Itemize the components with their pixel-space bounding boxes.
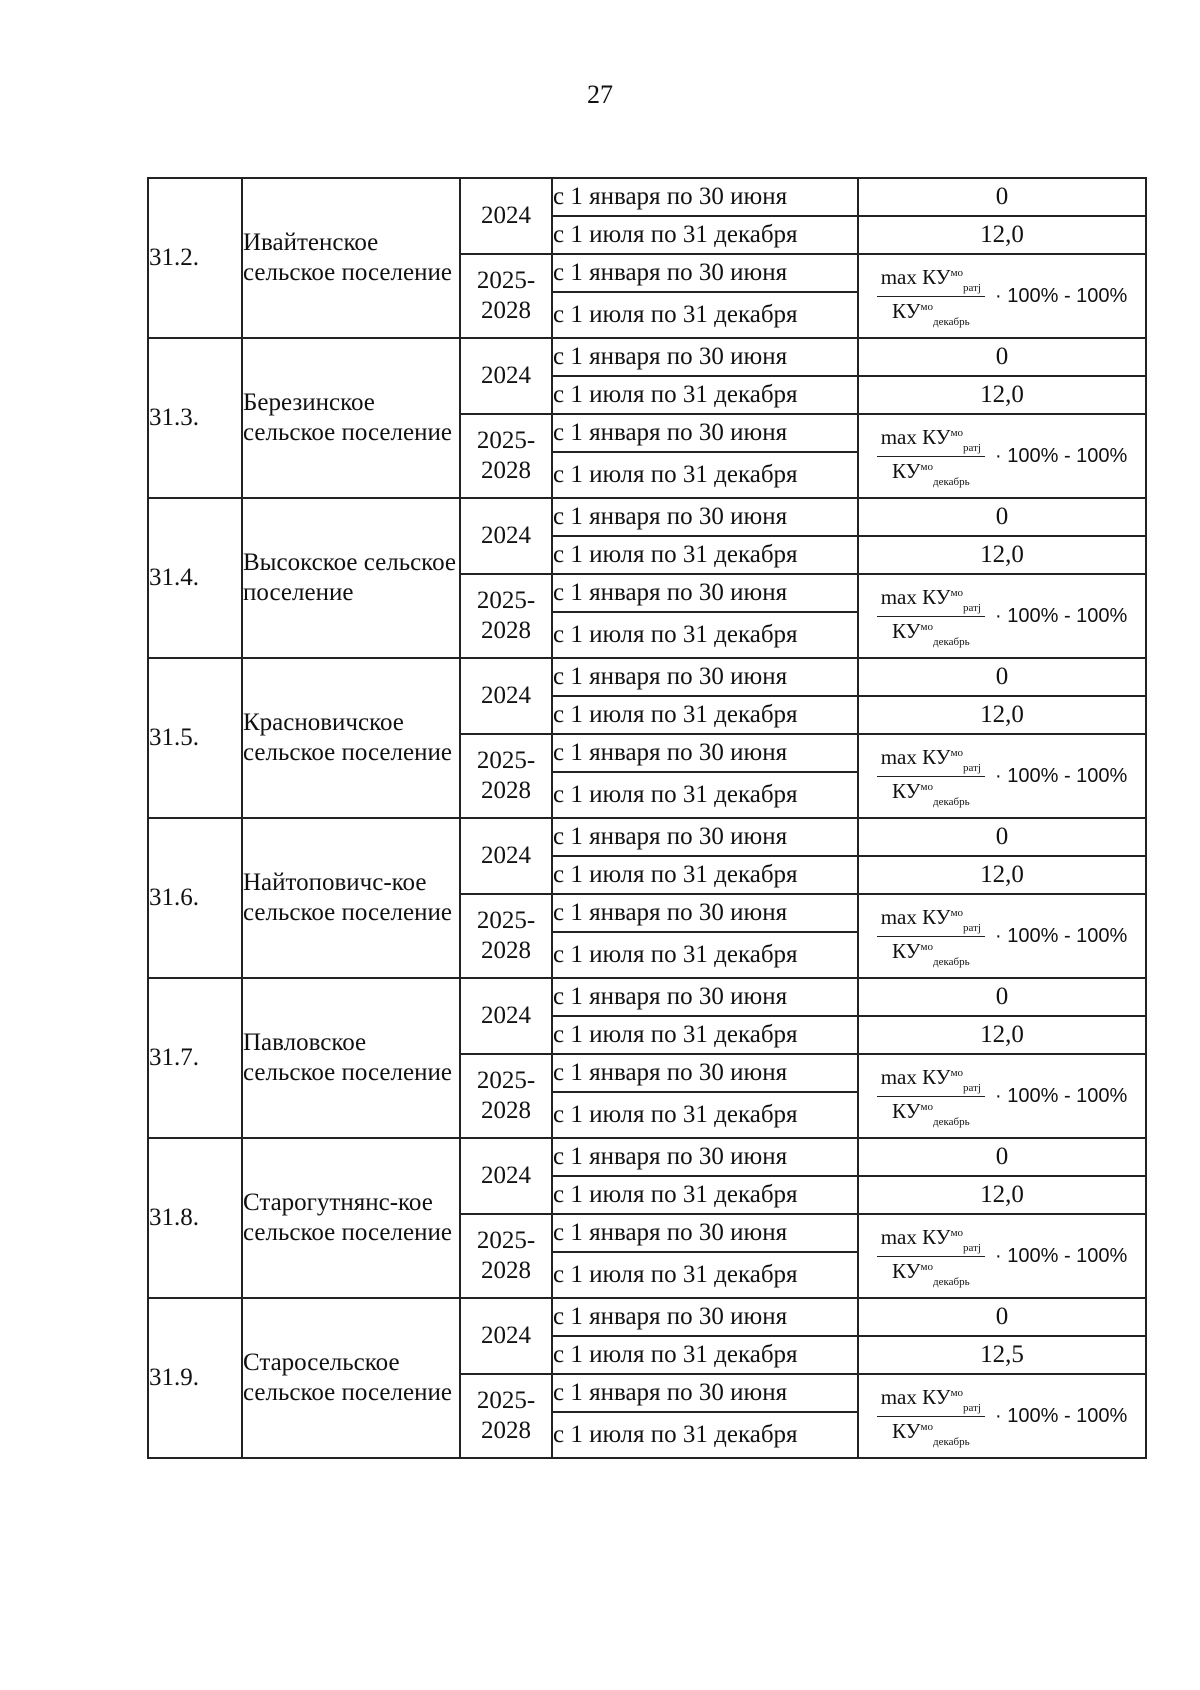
- table-row: [148, 978, 1146, 1016]
- period-cell: с 1 января по 30 июня: [552, 254, 858, 292]
- value-cell: 12,0: [858, 1176, 1146, 1214]
- period-cell: с 1 января по 30 июня: [552, 894, 858, 932]
- settlement-name: Найтоповичс-кое сельское поселение: [242, 818, 460, 978]
- row-number: 31.4.: [148, 498, 242, 658]
- period-cell: с 1 января по 30 июня: [552, 978, 858, 1016]
- value-cell: 12,0: [858, 536, 1146, 574]
- settlement-name: Старогутнянс-кое сельское поселение: [242, 1138, 460, 1298]
- period-cell: с 1 января по 30 июня: [552, 338, 858, 376]
- year-range-cell: 2025-2028: [460, 254, 552, 338]
- table-row: [148, 1298, 1146, 1336]
- period-cell: с 1 июля по 31 декабря: [552, 932, 858, 978]
- formula: $\frac{\max КУ^{мо}_{ратj}}{КУ^{мо}_{декабрь}}$ · 100% - 100%: [859, 1225, 1145, 1287]
- year-cell: 2024: [460, 978, 552, 1054]
- year-cell: 2024: [460, 498, 552, 574]
- table-row: [148, 338, 1146, 376]
- settlement-name: Старосельское сельское поселение: [242, 1298, 460, 1458]
- year-cell: 2024: [460, 338, 552, 414]
- year-range-cell: 2025-2028: [460, 894, 552, 978]
- value-cell: 12,0: [858, 696, 1146, 734]
- row-number: 31.9.: [148, 1298, 242, 1458]
- table-row: [148, 178, 1146, 216]
- formula: $\frac{\max КУ^{мо}_{ратj}}{КУ^{мо}_{декабрь}}$ · 100% - 100%: [859, 265, 1145, 327]
- settlement-name: Павловское сельское поселение: [242, 978, 460, 1138]
- table-row: [148, 1138, 1146, 1176]
- formula-fraction: $\frac{\max КУ^{мо}_{ратj}}{КУ^{мо}_{декабрь}}$: [877, 425, 985, 487]
- period-cell: с 1 января по 30 июня: [552, 1374, 858, 1412]
- period-cell: с 1 января по 30 июня: [552, 414, 858, 452]
- year-cell: 2024: [460, 818, 552, 894]
- period-cell: с 1 января по 30 июня: [552, 734, 858, 772]
- formula-fraction: $\frac{\max КУ^{мо}_{ратj}}{КУ^{мо}_{декабрь}}$: [877, 1385, 985, 1447]
- period-cell: с 1 января по 30 июня: [552, 1214, 858, 1252]
- period-cell: с 1 июля по 31 декабря: [552, 856, 858, 894]
- value-cell: 0: [858, 978, 1146, 1016]
- year-range-cell: 2025-2028: [460, 574, 552, 658]
- row-number: 31.7.: [148, 978, 242, 1138]
- period-cell: с 1 июля по 31 декабря: [552, 1092, 858, 1138]
- row-number: 31.2.: [148, 178, 242, 338]
- value-cell: 12,5: [858, 1336, 1146, 1374]
- formula-fraction: $\frac{\max КУ^{мо}_{ратj}}{КУ^{мо}_{декабрь}}$: [877, 265, 985, 327]
- value-cell: 0: [858, 178, 1146, 216]
- period-cell: с 1 января по 30 июня: [552, 1054, 858, 1092]
- year-cell: 2024: [460, 1298, 552, 1374]
- period-cell: с 1 июля по 31 декабря: [552, 772, 858, 818]
- period-cell: с 1 января по 30 июня: [552, 1138, 858, 1176]
- period-cell: с 1 июля по 31 декабря: [552, 612, 858, 658]
- year-range-cell: 2025-2028: [460, 1054, 552, 1138]
- period-cell: с 1 июля по 31 декабря: [552, 536, 858, 574]
- period-cell: с 1 января по 30 июня: [552, 818, 858, 856]
- row-number: 31.8.: [148, 1138, 242, 1298]
- formula-cell: [858, 734, 1146, 818]
- formula: $\frac{\max КУ^{мо}_{ратj}}{КУ^{мо}_{декабрь}}$ · 100% - 100%: [859, 585, 1145, 647]
- formula: $\frac{\max КУ^{мо}_{ратj}}{КУ^{мо}_{декабрь}}$ · 100% - 100%: [859, 1385, 1145, 1447]
- settlement-name: Ивайтенское сельское поселение: [242, 178, 460, 338]
- value-cell: 0: [858, 498, 1146, 536]
- table-row: [148, 818, 1146, 856]
- table-row: [148, 498, 1146, 536]
- value-cell: 0: [858, 338, 1146, 376]
- value-cell: 12,0: [858, 1016, 1146, 1054]
- formula-fraction: $\frac{\max КУ^{мо}_{ратj}}{КУ^{мо}_{декабрь}}$: [877, 1065, 985, 1127]
- tariff-table: [147, 177, 1147, 1459]
- formula: $\frac{\max КУ^{мо}_{ратj}}{КУ^{мо}_{декабрь}}$ · 100% - 100%: [859, 425, 1145, 487]
- period-cell: с 1 января по 30 июня: [552, 658, 858, 696]
- year-range-cell: 2025-2028: [460, 734, 552, 818]
- period-cell: с 1 июля по 31 декабря: [552, 1176, 858, 1214]
- formula-cell: [858, 1214, 1146, 1298]
- formula: $\frac{\max КУ^{мо}_{ратj}}{КУ^{мо}_{декабрь}}$ · 100% - 100%: [859, 905, 1145, 967]
- year-range-cell: 2025-2028: [460, 414, 552, 498]
- row-number: 31.3.: [148, 338, 242, 498]
- year-cell: 2024: [460, 178, 552, 254]
- value-cell: 12,0: [858, 376, 1146, 414]
- formula: $\frac{\max КУ^{мо}_{ратj}}{КУ^{мо}_{декабрь}}$ · 100% - 100%: [859, 1065, 1145, 1127]
- settlement-name: Красновичское сельское поселение: [242, 658, 460, 818]
- settlement-name: Высокское сельское поселение: [242, 498, 460, 658]
- year-range-cell: 2025-2028: [460, 1374, 552, 1458]
- page-number: 27: [587, 80, 613, 109]
- period-cell: с 1 января по 30 июня: [552, 498, 858, 536]
- period-cell: с 1 июля по 31 декабря: [552, 376, 858, 414]
- period-cell: с 1 января по 30 июня: [552, 178, 858, 216]
- formula-fraction: $\frac{\max КУ^{мо}_{ратj}}{КУ^{мо}_{декабрь}}$: [877, 745, 985, 807]
- period-cell: с 1 июля по 31 декабря: [552, 1412, 858, 1458]
- row-number: 31.6.: [148, 818, 242, 978]
- year-cell: 2024: [460, 658, 552, 734]
- table-row: [148, 658, 1146, 696]
- formula-cell: [858, 1374, 1146, 1458]
- formula-fraction: $\frac{\max КУ^{мо}_{ратj}}{КУ^{мо}_{декабрь}}$: [877, 585, 985, 647]
- period-cell: с 1 января по 30 июня: [552, 574, 858, 612]
- value-cell: 12,0: [858, 216, 1146, 254]
- period-cell: с 1 июля по 31 декабря: [552, 452, 858, 498]
- value-cell: 0: [858, 1138, 1146, 1176]
- formula-fraction: $\frac{\max КУ^{мо}_{ратj}}{КУ^{мо}_{декабрь}}$: [877, 1225, 985, 1287]
- period-cell: с 1 июля по 31 декабря: [552, 696, 858, 734]
- formula-cell: [858, 254, 1146, 338]
- formula-cell: [858, 1054, 1146, 1138]
- value-cell: 0: [858, 1298, 1146, 1336]
- settlement-name: Березинское сельское поселение: [242, 338, 460, 498]
- value-cell: 0: [858, 658, 1146, 696]
- formula-cell: [858, 574, 1146, 658]
- period-cell: с 1 июля по 31 декабря: [552, 216, 858, 254]
- year-range-cell: 2025-2028: [460, 1214, 552, 1298]
- formula-cell: [858, 894, 1146, 978]
- formula-cell: [858, 414, 1146, 498]
- value-cell: 12,0: [858, 856, 1146, 894]
- period-cell: с 1 июля по 31 декабря: [552, 1252, 858, 1298]
- period-cell: с 1 июля по 31 декабря: [552, 1336, 858, 1374]
- period-cell: с 1 июля по 31 декабря: [552, 292, 858, 338]
- formula-fraction: $\frac{\max КУ^{мо}_{ратj}}{КУ^{мо}_{декабрь}}$: [877, 905, 985, 967]
- value-cell: 0: [858, 818, 1146, 856]
- period-cell: с 1 января по 30 июня: [552, 1298, 858, 1336]
- period-cell: с 1 июля по 31 декабря: [552, 1016, 858, 1054]
- formula: $\frac{\max КУ^{мо}_{ратj}}{КУ^{мо}_{декабрь}}$ · 100% - 100%: [859, 745, 1145, 807]
- year-cell: 2024: [460, 1138, 552, 1214]
- row-number: 31.5.: [148, 658, 242, 818]
